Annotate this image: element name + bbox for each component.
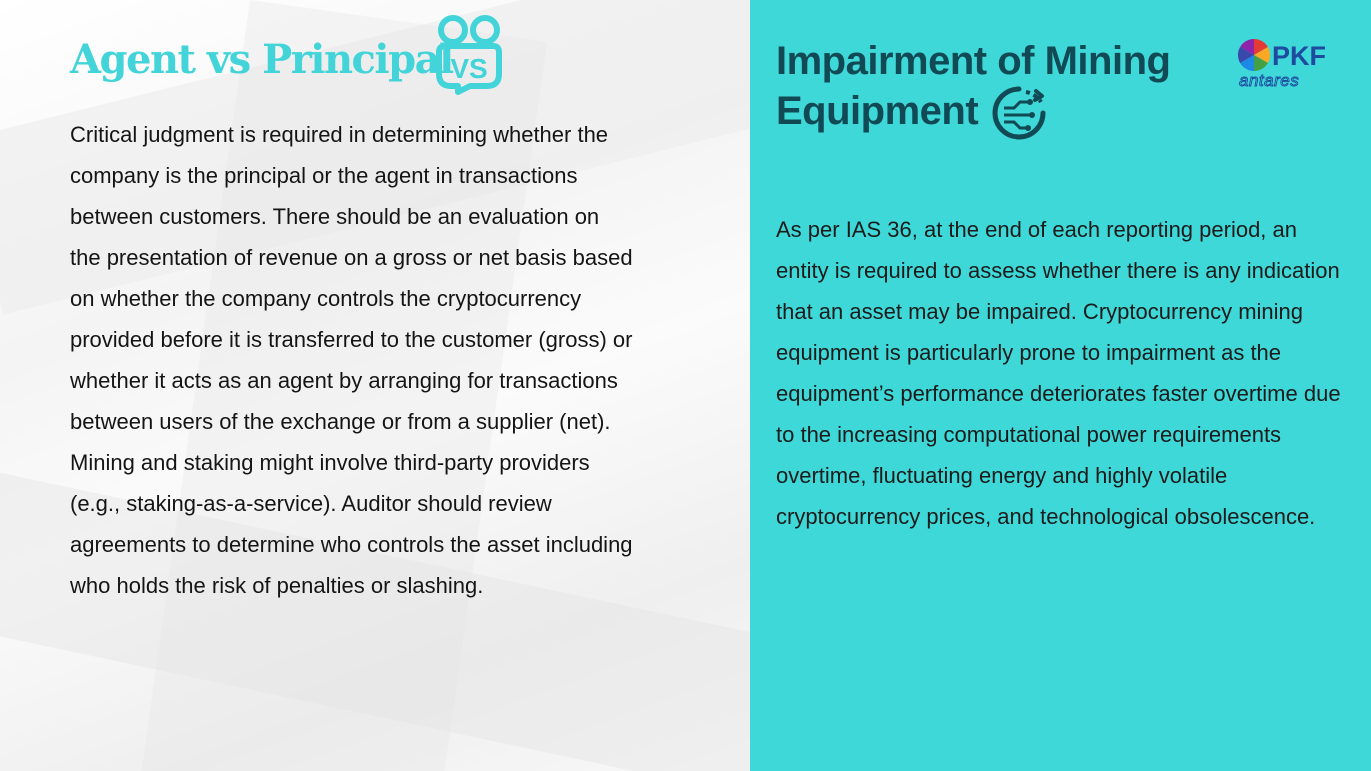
left-body	[70, 114, 635, 606]
svg-text:antares: antares	[1239, 71, 1300, 90]
svg-text:PKF: PKF	[1272, 41, 1326, 71]
vs-icon	[430, 12, 512, 96]
svg-text:VS: VS	[450, 53, 488, 84]
left-paragraph-1: Critical judgment is required in determining whether the company is the principal or the agent in transactions between customers. There should be an evaluation on the presentation of revenue on a gross or net basis based on whether the company controls the cryptocurrency provided before it is transferred to the customer (gross) or whether it acts as an agent by arranging for transactions between users of the exchange or from a supplier (net).	[70, 122, 633, 434]
section-title: Impairment of Mining Equipment	[776, 39, 1171, 133]
left-paragraph-2: Mining and staking might involve third-party providers (e.g., staking-as-a-service). Auditor should review agreements to determine who controls the asset including who holds the risk of penalties or slashing.	[70, 450, 633, 598]
pkf-logo-graphic	[1236, 36, 1340, 92]
mining-cycle-icon	[990, 84, 1048, 142]
right-body: As per IAS 36, at the end of each reporting period, an entity is required to assess whether there is any indication that an asset may be impaired. Cryptocurrency mining equipment is particularly prone to impairment as the equipment’s performance deteriorates faster overtime due to the increasing computational power requirements overtime, fluctuating energy and highly volatile cryptocurrency prices, and technological obsolescence.	[776, 217, 1341, 529]
pkf-logo	[1236, 36, 1340, 92]
page-title: Agent vs Principal	[70, 36, 453, 83]
